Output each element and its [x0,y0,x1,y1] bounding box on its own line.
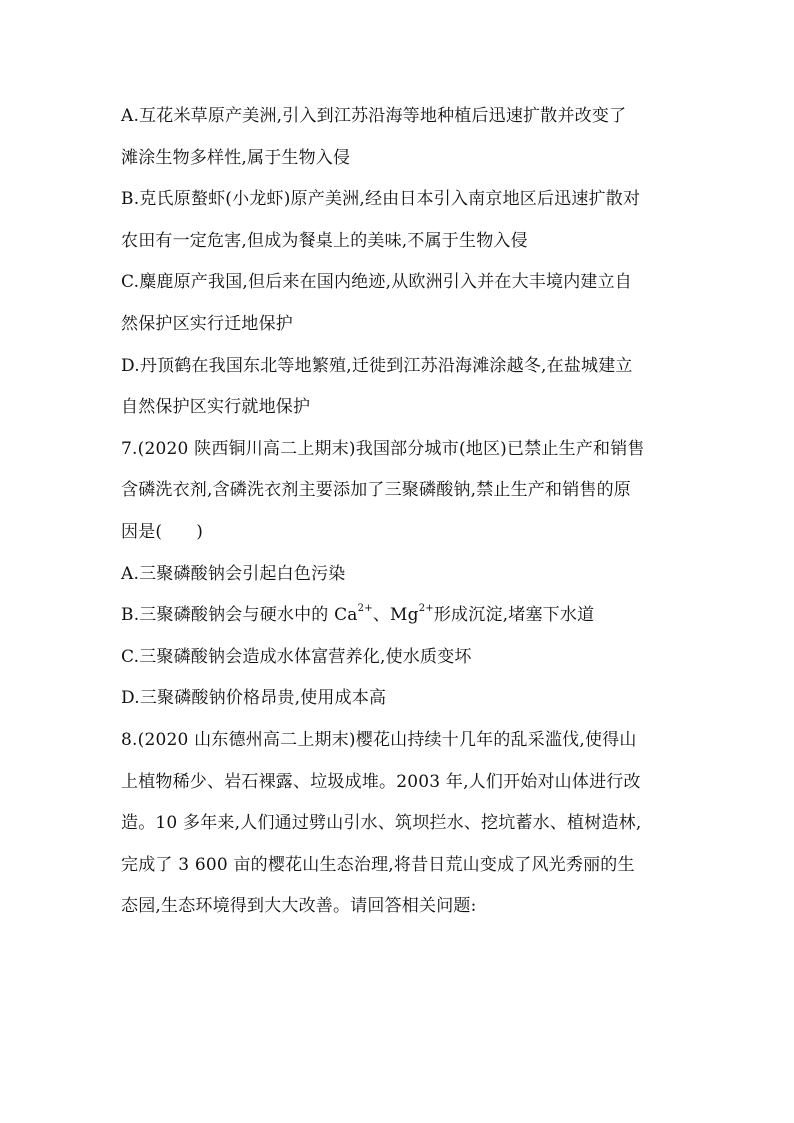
q7-option-b-suffix: 形成沉淀,堵塞下水道 [433,605,595,626]
document-page [121,96,681,928]
calcium-charge: 2+ [357,603,373,615]
q7-option-b-mid: 、Mg [372,605,419,626]
q8-line3: 造。10 多年来,人们通过劈山引水、筑坝拦水、挖坑蓄水、植树造林, [121,813,642,834]
q7-option-b [121,595,681,637]
q7-option-b-prefix: B.三聚磷酸钠会与硬水中的 Ca [121,605,358,626]
q8-line4: 完成了 3 600 亩的樱花山生态治理,将昔日荒山变成了风光秀丽的生 [121,854,635,875]
q6-option-d-line1: D.丹顶鹤在我国东北等地繁殖,迁徙到江苏沿海滩涂越冬,在盐城建立 [121,355,633,376]
q6-option-b-line1: B.克氏原螯虾(小龙虾)原产美洲,经由日本引入南京地区后迅速扩散对 [121,189,641,210]
q6-option-a-line1: A.互花米草原产美洲,引入到江苏沿海等地种植后迅速扩散并改变了 [121,106,627,126]
q7-stem-line1: 7.(2020 陕西铜川高二上期末)我国部分城市(地区)已禁止生产和销售 [121,438,645,459]
q6-option-b-line2: 农田有一定危害,但成为餐桌上的美味,不属于生物入侵 [121,230,528,251]
q7-stem-line2: 含磷洗衣剂,含磷洗衣剂主要添加了三聚磷酸钠,禁止生产和销售的原 [121,480,632,501]
q7-stem-prefix: 因是( [121,521,163,542]
q7-option-c: C.三聚磷酸钠会造成水体富营养化,使水质变坏 [121,646,472,667]
q8-line5: 态园,生态环境得到大大改善。请回答相关问题: [121,896,477,917]
q6-option-c-line2: 然保护区实行迁地保护 [121,313,293,334]
q7-option-a: A.三聚磷酸钠会引起白色污染 [121,563,346,584]
q6-option-a-line2: 滩涂生物多样性,属于生物入侵 [121,147,351,168]
q6-option-d-line2: 自然保护区实行就地保护 [121,397,311,418]
q6-option-c-line1: C.麋鹿原产我国,但后来在国内绝迹,从欧洲引入并在大丰境内建立自 [121,272,633,293]
q8-line1: 8.(2020 山东德州高二上期末)樱花山持续十几年的乱采滥伐,使得山 [121,729,637,750]
q7-stem-suffix: ) [196,521,204,542]
q7-stem-line3 [121,512,681,554]
q8-line2: 上植物稀少、岩石裸露、垃圾成堆。2003 年,人们开始对山体进行改 [121,771,641,792]
q7-option-d: D.三聚磷酸钠价格昂贵,使用成本高 [121,688,387,709]
magnesium-charge: 2+ [418,603,434,615]
